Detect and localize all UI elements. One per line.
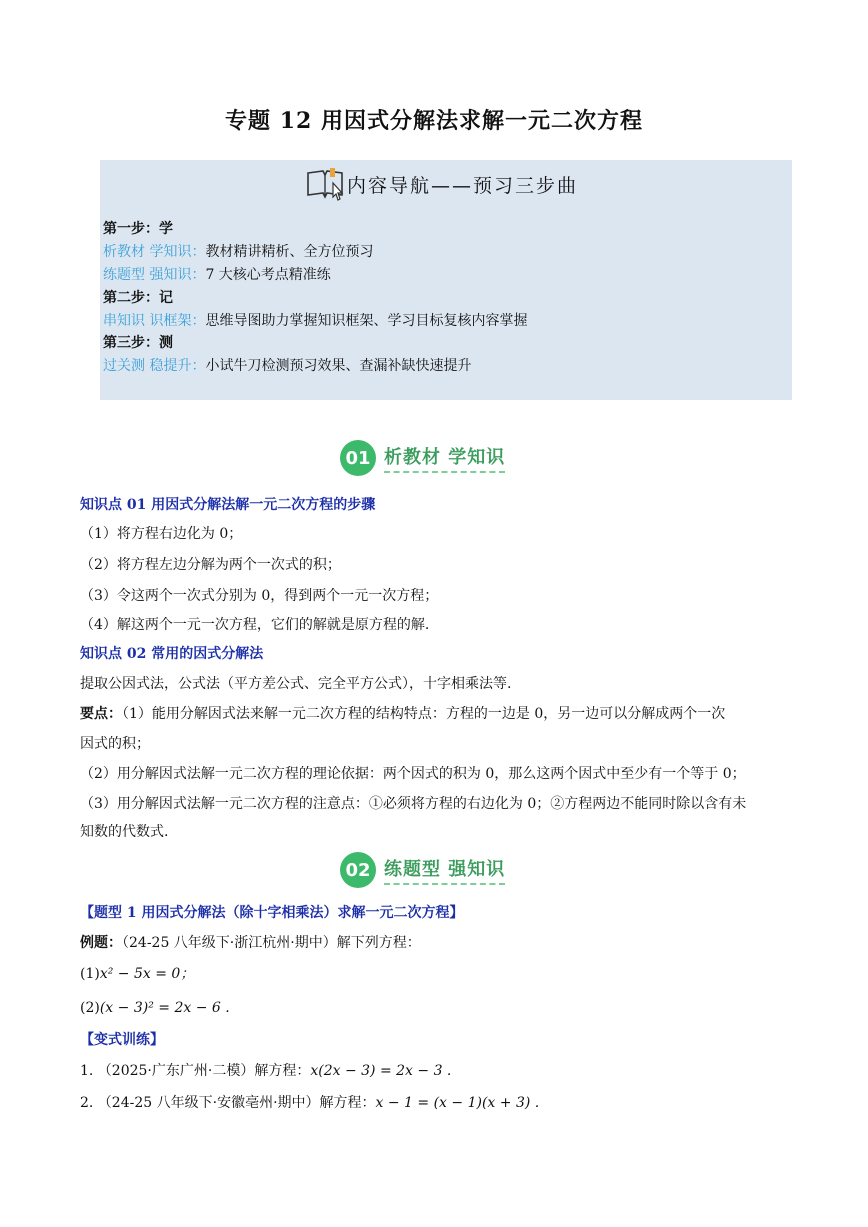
nav-item-1: 析教材 学知识：教材精讲精析、全方位预习 — [103, 244, 374, 260]
kp2-key-1-cont: 因式的积； — [80, 736, 150, 752]
step3-heading: 第三步：测 — [103, 335, 173, 351]
equation-2: (2)(x − 3)² = 2x − 6 . — [80, 1000, 230, 1016]
step1-heading: 第一步：学 — [103, 221, 173, 237]
nav-item-2: 练题型 强知识：7 大核心考点精准练 — [103, 267, 331, 283]
section-number: 01 — [340, 440, 376, 476]
section-badge-02 — [340, 850, 505, 890]
book-icon — [305, 167, 345, 201]
example-line: 例题：（24-25 八年级下·浙江杭州·期中）解下列方程： — [80, 935, 421, 951]
section-number: 02 — [340, 852, 376, 888]
kp1-step-2: （2）将方程左边分解为两个一次式的积； — [80, 557, 341, 573]
section-badge-01 — [340, 438, 505, 478]
question-1: 1. （2025·广东广州·二模）解方程：x(2x − 3) = 2x − 3 . — [80, 1063, 452, 1079]
question-2: 2. （24-25 八年级下·安徽亳州·期中）解方程：x − 1 = (x − 1)(x + 3) . — [80, 1095, 540, 1111]
nav-title: 内容导航——预习三步曲 — [347, 174, 579, 197]
step2-heading: 第二步：记 — [103, 290, 173, 306]
kp2-key-1: 要点：（1）能用分解因式法来解一元二次方程的结构特点：方程的一边是 0，另一边可以分解成两个一次 — [80, 706, 726, 722]
page-title: 专题 12 用因式分解法求解一元二次方程 — [225, 108, 643, 134]
kp1-step-1: （1）将方程右边化为 0； — [80, 526, 243, 542]
kp2-key-3: （3）用分解因式法解一元二次方程的注意点：①必须将方程的右边化为 0；②方程两边不能同时除以含有未 — [80, 796, 747, 812]
nav-heading — [305, 166, 578, 202]
nav-item-3: 串知识 识框架：思维导图助力掌握知识框架、学习目标复核内容掌握 — [103, 313, 528, 329]
kp2-title: 知识点 02 常用的因式分解法 — [80, 646, 264, 662]
kp1-step-3: （3）令这两个一次式分别为 0，得到两个一元一次方程； — [80, 588, 439, 604]
variant-heading: 【变式训练】 — [80, 1032, 164, 1048]
kp1-title: 知识点 01 用因式分解法解一元二次方程的步骤 — [80, 497, 376, 513]
kp2-key-3-cont: 知数的代数式. — [80, 824, 169, 840]
section-label: 练题型 强知识 — [384, 855, 505, 885]
kp2-key-2: （2）用分解因式法解一元二次方程的理论依据：两个因式的积为 0，那么这两个因式中至少有一个等于 0； — [80, 766, 746, 782]
nav-item-4: 过关测 稳提升：小试牛刀检测预习效果、查漏补缺快速提升 — [103, 358, 472, 374]
section-label: 析教材 学知识 — [384, 443, 505, 473]
kp2-text: 提取公因式法，公式法（平方差公式、完全平方公式），十字相乘法等. — [80, 676, 512, 692]
equation-1: (1)x² − 5x = 0； — [80, 966, 195, 982]
type1-title: 【题型 1 用因式分解法（除十字相乘法）求解一元二次方程】 — [80, 905, 464, 921]
kp1-step-4: （4）解这两个一元一次方程，它们的解就是原方程的解. — [80, 617, 430, 633]
